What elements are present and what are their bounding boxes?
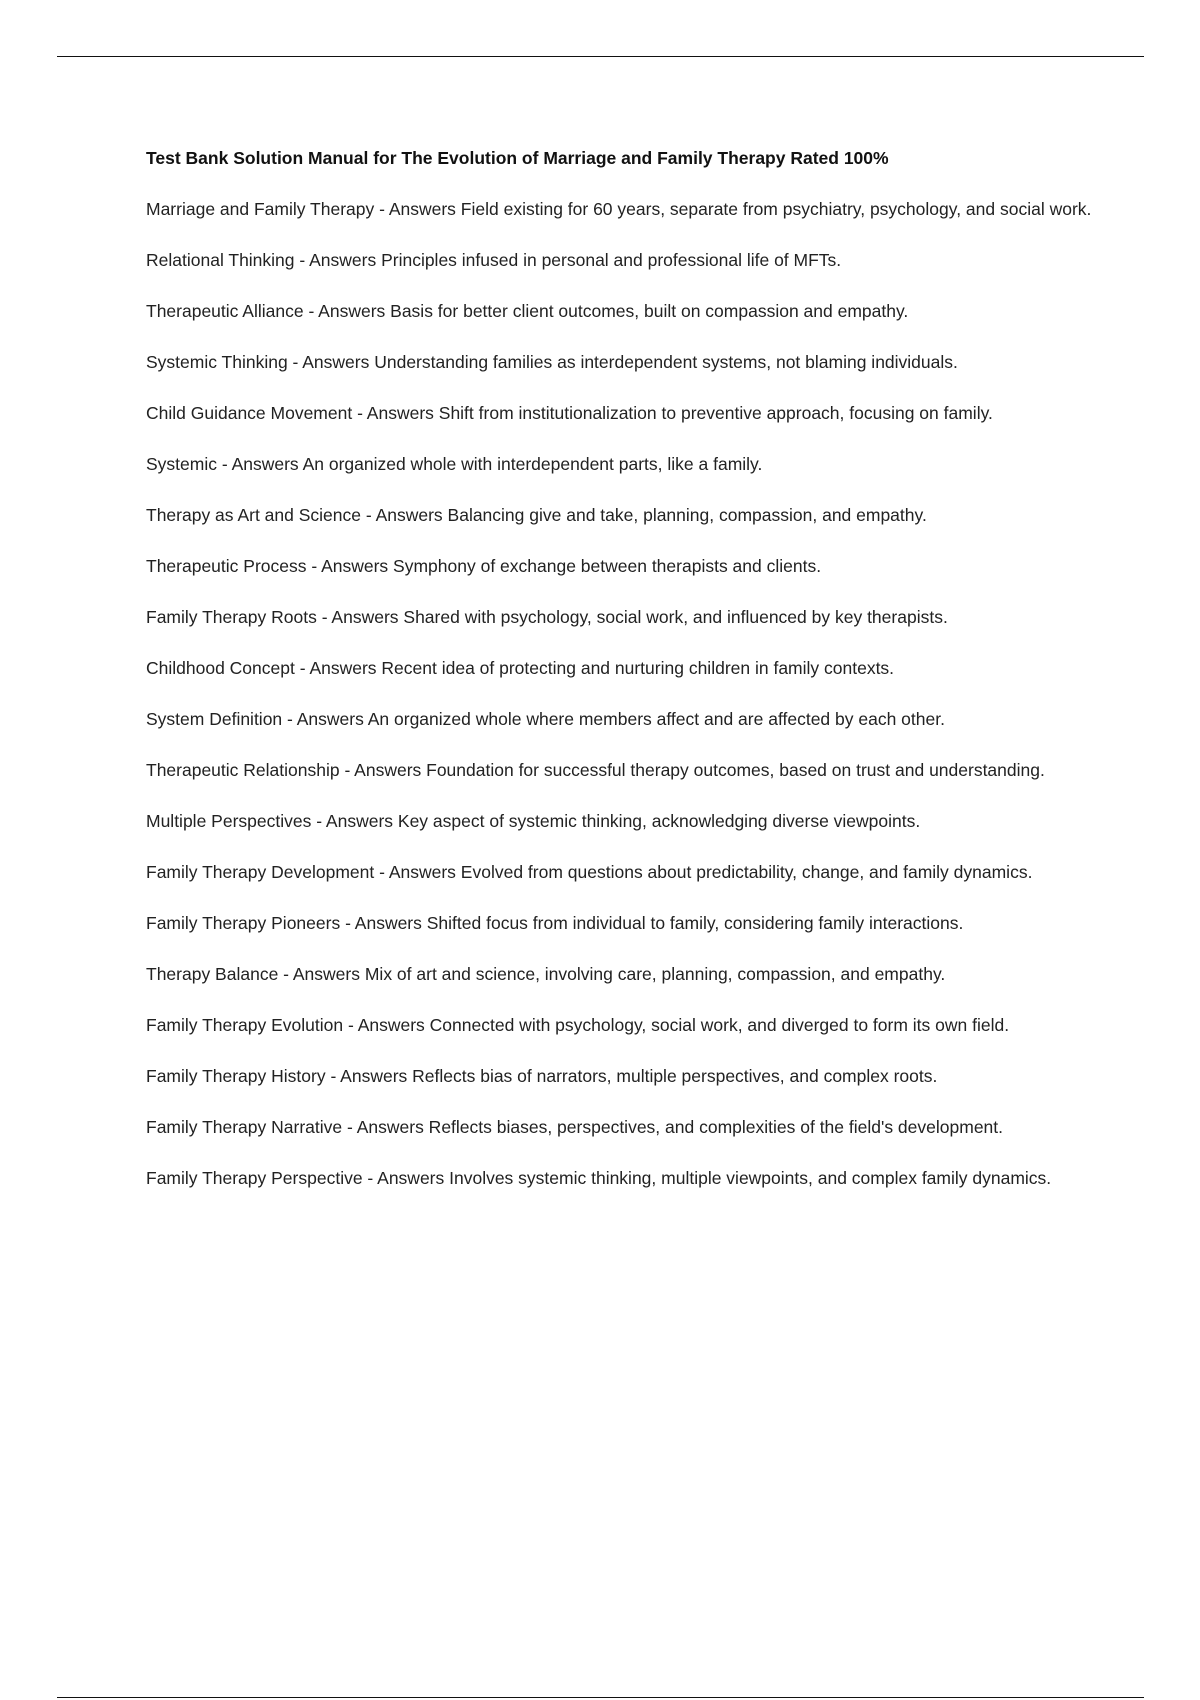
qa-entry: Therapeutic Alliance - Answers Basis for better client outcomes, built on compassion and empathy.	[146, 301, 909, 321]
qa-entry: Relational Thinking - Answers Principles infused in personal and professional life of MFTs.	[146, 250, 842, 270]
qa-entry: Systemic Thinking - Answers Understanding families as interdependent systems, not blaming individuals.	[146, 352, 958, 372]
document-title: Test Bank Solution Manual for The Evolution of Marriage and Family Therapy Rated 100%	[146, 148, 889, 168]
qa-entry: Therapeutic Process - Answers Symphony of exchange between therapists and clients.	[146, 556, 822, 576]
qa-entry: Childhood Concept - Answers Recent idea of protecting and nurturing children in family contexts.	[146, 658, 895, 678]
qa-entry: Family Therapy Roots - Answers Shared with psychology, social work, and influenced by key therapists.	[146, 607, 948, 627]
qa-entry: Therapy Balance - Answers Mix of art and science, involving care, planning, compassion, and empathy.	[146, 964, 946, 984]
document-body	[146, 143, 1096, 1214]
qa-entry: Family Therapy Perspective - Answers Involves systemic thinking, multiple viewpoints, and complex family dynamics.	[146, 1168, 1052, 1188]
qa-entry: Family Therapy Pioneers - Answers Shifted focus from individual to family, considering family interactions.	[146, 913, 964, 933]
qa-entry: Marriage and Family Therapy - Answers Field existing for 60 years, separate from psychiatry, psychology, and social work.	[146, 199, 1092, 219]
qa-entry: Family Therapy Evolution - Answers Connected with psychology, social work, and diverged to form its own field.	[146, 1015, 1010, 1035]
qa-entry: Multiple Perspectives - Answers Key aspect of systemic thinking, acknowledging diverse viewpoints.	[146, 811, 921, 831]
footer-rule	[57, 1697, 1144, 1698]
qa-entry: Therapy as Art and Science - Answers Balancing give and take, planning, compassion, and empathy.	[146, 505, 927, 525]
qa-entry: Systemic - Answers An organized whole with interdependent parts, like a family.	[146, 454, 763, 474]
qa-entry: Family Therapy History - Answers Reflects bias of narrators, multiple perspectives, and complex roots.	[146, 1066, 938, 1086]
qa-entry: System Definition - Answers An organized whole where members affect and are affected by each other.	[146, 709, 945, 729]
qa-entry: Family Therapy Development - Answers Evolved from questions about predictability, change, and family dynamics.	[146, 862, 1033, 882]
qa-entry: Family Therapy Narrative - Answers Reflects biases, perspectives, and complexities of the field's development.	[146, 1117, 1004, 1137]
qa-entry: Therapeutic Relationship - Answers Foundation for successful therapy outcomes, based on trust and understanding.	[146, 760, 1045, 780]
header-rule	[57, 56, 1144, 57]
qa-entry: Child Guidance Movement - Answers Shift from institutionalization to preventive approach, focusing on family.	[146, 403, 993, 423]
